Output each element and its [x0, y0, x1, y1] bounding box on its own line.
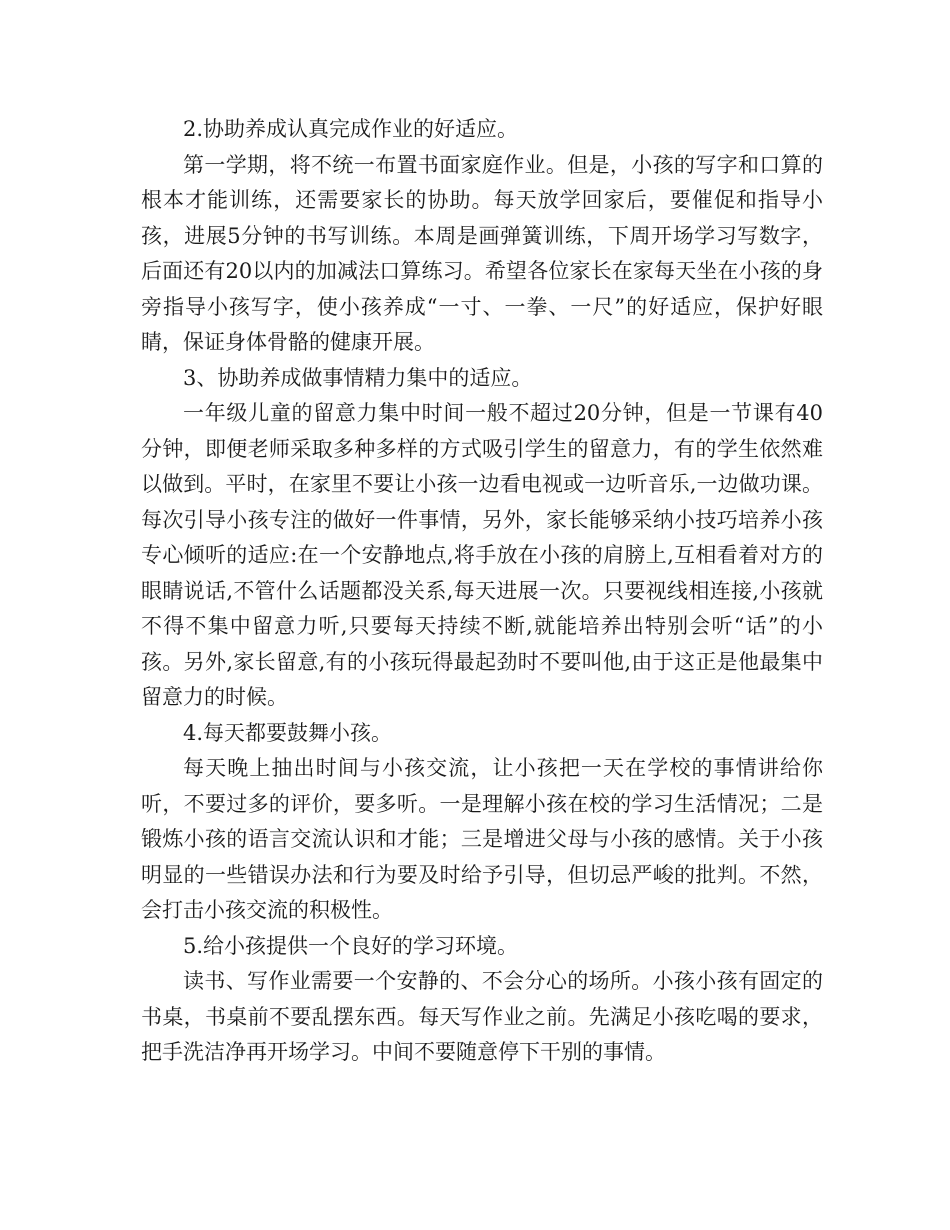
section-heading: 3、协助养成做事情精力集中的适应。 — [183, 365, 533, 390]
body-paragraph: 每天晚上抽出时间与小孩交流，让小孩把一天在学校的事情讲给你听，不要过多的评价，要多听。一是理解小孩在校的学习生活情况；二是锻炼小孩的语言交流认识和才能；三是增进父母与小孩的感情。关于小孩明显的一些错误办法和行为要及时给予引导，但切忌严峻的批判。不然，会打击小孩交流的积极性。 — [141, 756, 823, 922]
document-page — [141, 112, 823, 1071]
body-paragraph: 读书、写作业需要一个安静的、不会分心的场所。小孩小孩有固定的书桌，书桌前不要乱摆东西。每天写作业之前。先满足小孩吃喝的要求，把手洗洁净再开场学习。中间不要随意停下干别的事情。 — [141, 969, 823, 1064]
section-heading: 4.每天都要鼓舞小孩。 — [183, 720, 393, 745]
body-paragraph: 一年级儿童的留意力集中时间一般不超过20分钟，但是一节课有40分钟，即便老师采取多种多样的方式吸引学生的留意力，有的学生依然难以做到。平时，在家里不要让小孩一边看电视或一边听音乐,一边做功课。每次引导小孩专注的做好一件事情，另外，家长能够采纳小技巧培养小孩专心倾听的适应:在一个安静地点,将手放在小孩的肩膀上,互相看着对方的眼睛说话,不管什么话题都没关系,每天进展一次。只要视线相连接,小孩就不得不集中留意力听,只要每天持续不断,就能培养出特别会听“话”的小孩。另外,家长留意,有的小孩玩得最起劲时不要叫他,由于这正是他最集中留意力的时候。 — [141, 401, 823, 709]
section-heading: 5.给小孩提供一个良好的学习环境。 — [183, 933, 519, 958]
section-heading: 2.协助养成认真完成作业的好适应。 — [183, 117, 519, 141]
body-paragraph: 第一学期，将不统一布置书面家庭作业。但是，小孩的写字和口算的根本才能训练，还需要家长的协助。每天放学回家后，要催促和指导小孩，进展5分钟的书写训练。本周是画弹簧训练，下周开场学习写数字，后面还有20以内的加减法口算练习。希望各位家长在家每天坐在小孩的身旁指导小孩写字，使小孩养成“一寸、一拳、一尺”的好适应，保护好眼睛，保证身体骨骼的健康开展。 — [141, 152, 823, 354]
